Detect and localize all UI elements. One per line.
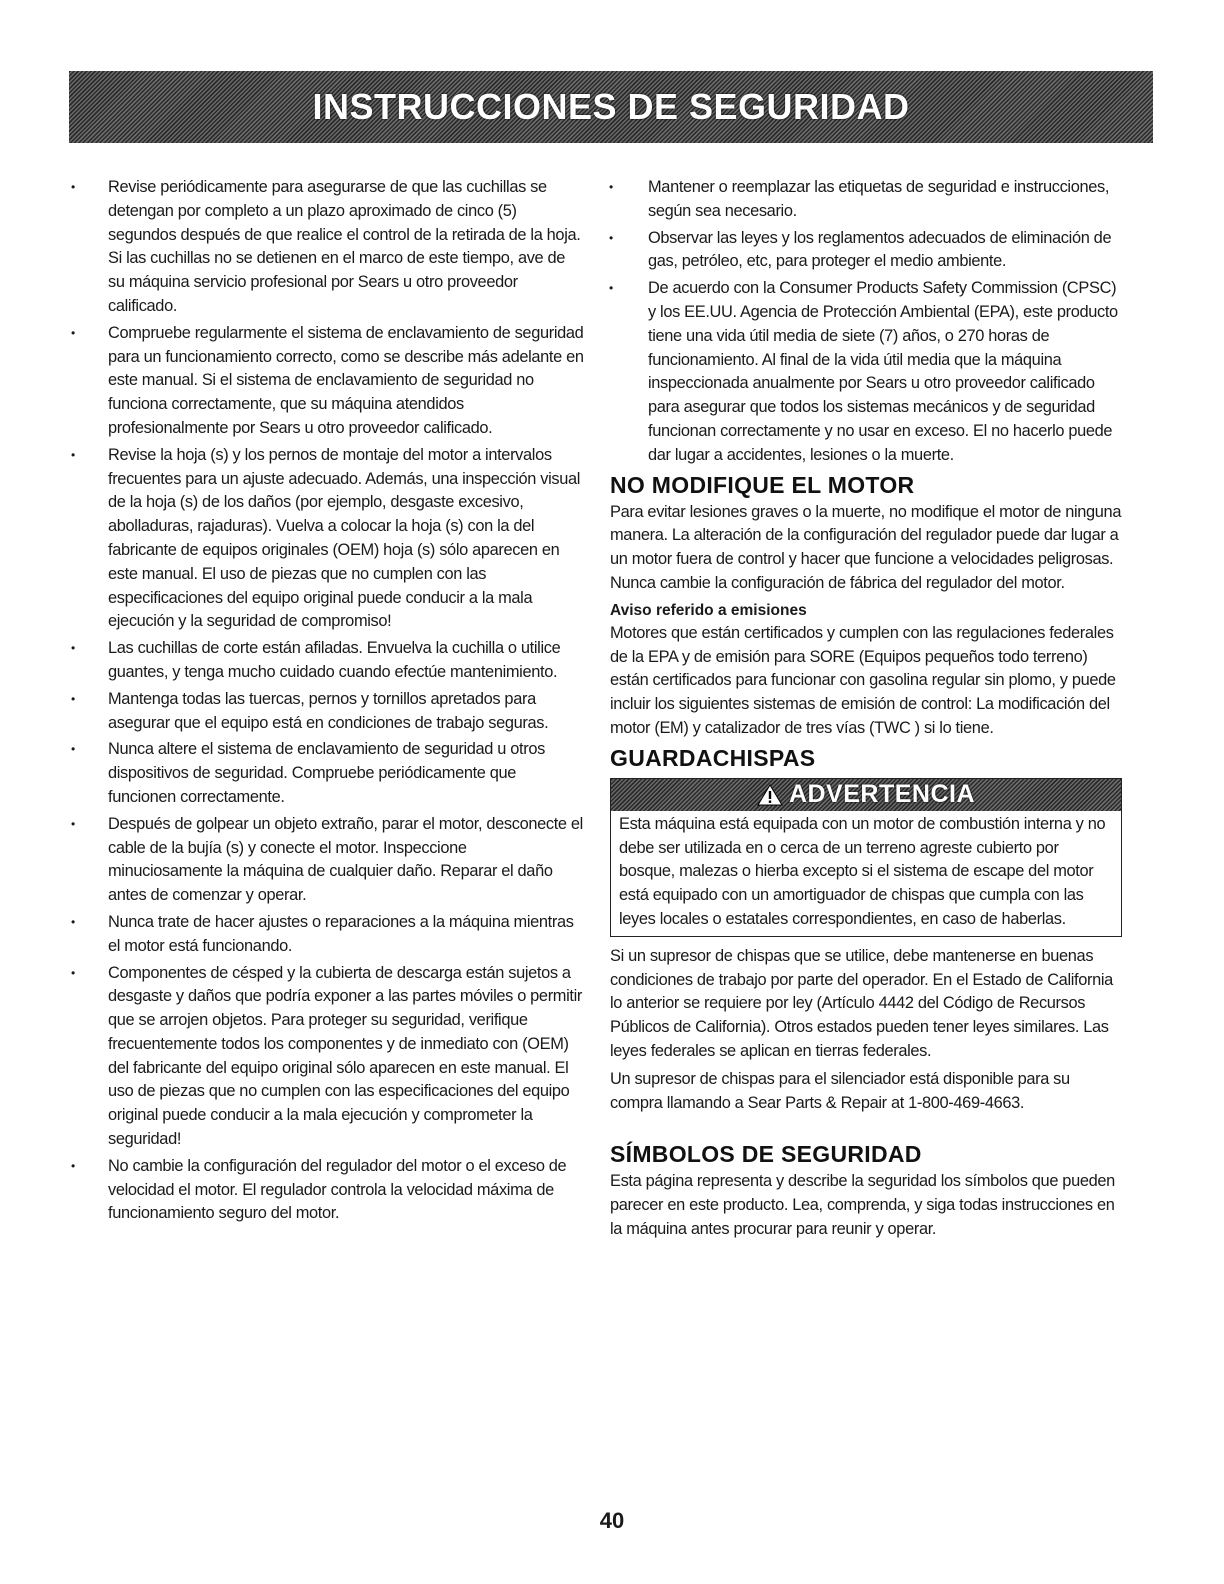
warning-triangle-icon: [757, 784, 783, 806]
list-item: • Observar las leyes y los reglamentos adecuados de eliminación de gas, petróleo, etc, para proteger el medio ambiente.: [596, 227, 1122, 275]
list-item: • Mantenga todas las tuercas, pernos y tornillos apretados para asegurar que el equipo está en condiciones de trabajo seguras.: [68, 688, 584, 736]
right-column: [596, 176, 1122, 1246]
left-column: [68, 176, 584, 1229]
list-item: • Nunca trate de hacer ajustes o reparaciones a la máquina mientras el motor está funcionando.: [68, 911, 584, 959]
page-title: INSTRUCCIONES DE SEGURIDAD: [312, 86, 910, 127]
spark-paragraph-1: Si un supresor de chispas que se utilice, debe mantenerse en buenas condiciones de trabajo por parte del operador. En el Estado de California lo anterior se requiere por ley (Artículo 4442 del Código de Recursos Públicos de California). Otros estados pueden tener leyes similares. Las leyes federales se aplican en tierras federales.: [610, 946, 1113, 1060]
engine-heading: NO MODIFIQUE EL MOTOR: [610, 471, 915, 498]
list-item: • De acuerdo con la Consumer Products Safety Commission (CPSC) y los EE.UU. Agencia de Protección Ambiental (EPA), este producto tiene una vida útil media de siete (7) años, o 270 horas de funcionamiento. Al final de la vida útil media que la máquina inspeccionada anualmente por Sears u otro proveedor calificado para asegurar que todos los sistemas mecánicos y de seguridad funcionan correctamente y no usar en exceso. El no hacerlo puede dar lugar a accidentes, lesiones o la muerte.: [596, 277, 1122, 467]
symbols-heading: SÍMBOLOS DE SEGURIDAD: [610, 1141, 922, 1168]
page-number: 40: [599, 1508, 625, 1533]
list-item: • Componentes de césped y la cubierta de descarga están sujetos a desgaste y daños que podría exponer a las partes móviles o permitir que se arrojen objetos. Para proteger su seguridad, verifique frecuentemente todos los componentes y de inmediato con (OEM) del fabricante del equipo original sólo aparecen en este manual. El uso de piezas que no cumplen con las especificaciones del equipo original puede conducir a la mala ejecución y comprometer la seguridad!: [68, 962, 584, 1152]
warning-text: Esta máquina está equipada con un motor de combustión interna y no debe ser utilizada en o cerca de un terreno agreste cubierto por bosque, malezas o hierba excepto si el sistema de escape del motor está equipado con un amortiguador de chispas que cumpla con las leyes locales o estatales correspondientes, en caso de haberlas.: [619, 814, 1106, 928]
list-item: • Revise la hoja (s) y los pernos de montaje del motor a intervalos frecuentes para un ajuste adecuado. Además, una inspección visual de la hoja (s) de los daños (por ejemplo, desgaste excesivo, abolladuras, rajaduras). Vuelva a colocar la hoja (s) con la del fabricante de equipos originales (OEM) hoja (s) sólo aparecen en este manual. El uso de piezas que no cumplen con las especificaciones del equipo original puede conducir a la mala ejecución y la seguridad de compromiso!: [68, 444, 584, 634]
list-item: • Mantener o reemplazar las etiquetas de seguridad e instrucciones, según sea necesario.: [596, 176, 1122, 224]
warning-box: [610, 778, 1122, 937]
list-item: • Compruebe regularmente el sistema de enclavamiento de seguridad para un funcionamiento correcto, como se describe más adelante en este manual. Si el sistema de enclavamiento de seguridad no funciona correctamente, que su máquina atendidos profesionalmente por Sears u otro proveedor calificado.: [68, 322, 584, 441]
header-banner: [69, 71, 1153, 143]
symbols-text: Esta página representa y describe la seguridad los símbolos que pueden parecer en este producto. Lea, comprenda, y siga todas instrucciones en la máquina antes procurar para reunir y operar.: [610, 1172, 1115, 1238]
emissions-text: Motores que están certificados y cumplen con las regulaciones federales de la EPA y de emisión para SORE (Equipos pequeños todo terreno) están certificados para funcionar con gasolina regular sin plomo, y puede incluir los siguientes sistemas de emisión de control: La modificación del motor (EM) y catalizador de tres vías (TWC ) si lo tiene.: [610, 623, 1116, 737]
warning-title: ADVERTENCIA: [788, 780, 976, 809]
warning-header: [611, 779, 1121, 811]
list-item: • Nunca altere el sistema de enclavamiento de seguridad u otros dispositivos de seguridad. Compruebe periódicamente que funcionen correctamente.: [68, 738, 584, 809]
list-item: • Revise periódicamente para asegurarse de que las cuchillas se detengan por completo a un plazo aproximado de cinco (5) segundos después de que realice el control de la retirada de la hoja. Si las cuchillas no se detienen en el marco de este tiempo, ave de su máquina servicio profesional por Sears u otro proveedor calificado.: [68, 176, 584, 319]
engine-text: Para evitar lesiones graves o la muerte, no modifique el motor de ninguna manera. La alteración de la configuración del regulador puede dar lugar a un motor fuera de control y hacer que funcione a velocidades peligrosas. Nunca cambie la configuración de fábrica del regulador del motor.: [610, 502, 1122, 592]
left-bullet-list: [68, 176, 584, 1226]
list-item: • Las cuchillas de corte están afiladas. Envuelva la cuchilla o utilice guantes, y tenga mucho cuidado cuando efectúe mantenimiento.: [68, 637, 584, 685]
list-item: • Después de golpear un objeto extraño, parar el motor, desconecte el cable de la bujía (s) y conecte el motor. Inspeccione minuciosamente la máquina de cualquier daño. Reparar el daño antes de comenzar y operar.: [68, 813, 584, 908]
spark-paragraph-2: Un supresor de chispas para el silenciador está disponible para su compra llamando a Sear Parts & Repair at 1-800-469-4663.: [610, 1069, 1070, 1112]
spark-arrester-heading: GUARDACHISPAS: [610, 744, 816, 771]
emissions-subheading: Aviso referido a emisiones: [610, 601, 807, 619]
right-bullet-list: [596, 176, 1122, 468]
list-item: • No cambie la configuración del regulador del motor o el exceso de velocidad el motor. El regulador controla la velocidad máxima de funcionamiento seguro del motor.: [68, 1155, 584, 1226]
